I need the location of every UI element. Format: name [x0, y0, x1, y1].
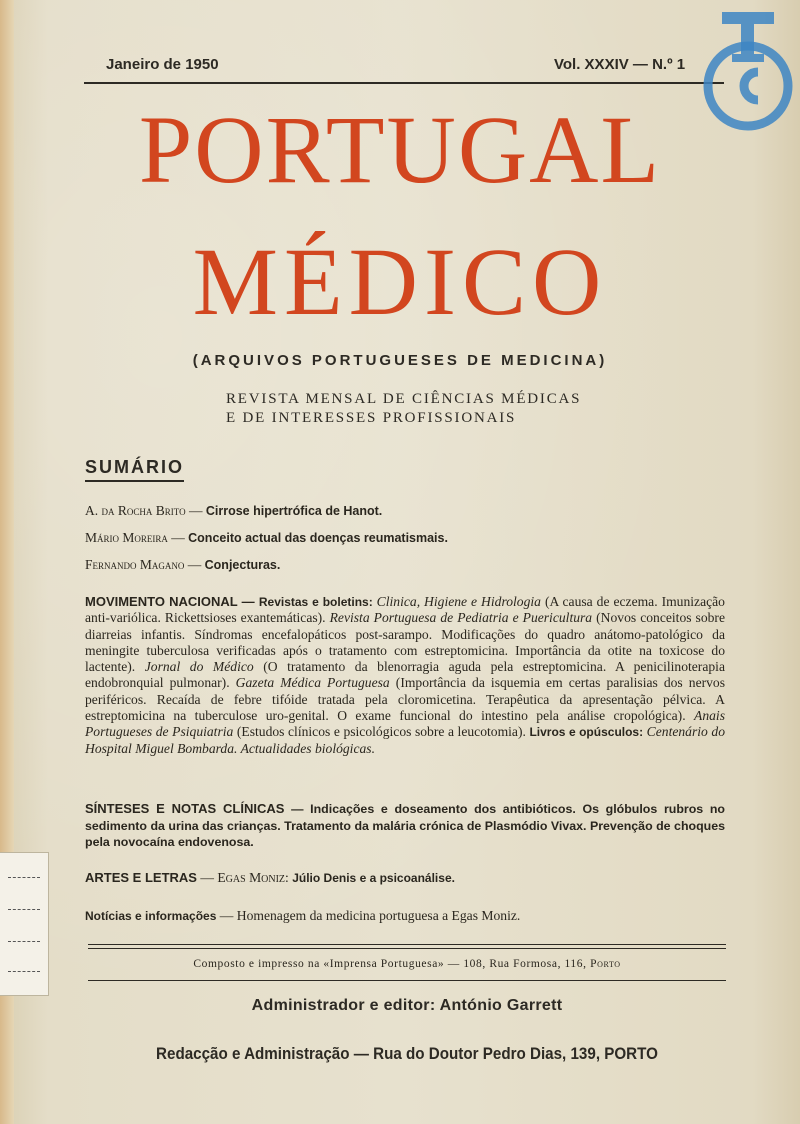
issue-date: Janeiro de 1950	[106, 56, 219, 73]
article-author: Mário Moreira	[85, 530, 168, 545]
issue-volume: Vol. XXXIV — N.º 1	[554, 56, 686, 73]
article-author: A. da Rocha Brito	[85, 503, 186, 518]
journal-contents: (A causa de eczema. Imunização anti-variólica. Rickettsioses exantemáticas).	[85, 594, 725, 626]
summary-article: Fernando Magano — Conjecturas.	[85, 557, 281, 572]
journal-name: Gazeta Médica Portuguesa	[235, 675, 390, 691]
journal-contents: (Importância da isquemia em certas paralisias dos nervos periféricos. Recaída de febre tifóide tratada pela cloromicetina. Terapêutica da apresentação pélvica. A estreptomicina na tuberculose uro-genital. O exame funcional do intestino pela análise cropológica).	[85, 675, 726, 724]
address-line: Redacção e Administração — Rua do Doutor Pedro Dias, 139, PORTO	[156, 1045, 658, 1063]
movimento-nacional-section: MOVIMENTO NACIONAL — Revistas e boletins: Clinica, Higiene e Hidrologia (A causa de eczema. Imunização anti-variólica. Rickettsioses exantemáticas). Revista Portuguesa de Pediatria e Puericultura (Novos conceitos sobre diarreias infantis. Síndromas encefalopáticos post-sarampo. Modificações do quadro anátomo-patológico da meningite tuberculosa verificadas após o tratamento com estreptomicina. Importância da otite na toxicose do lactente). Jornal do Médico (O tratamento da blenorragia aguda pela estreptomicina. A penicilinoterapia endobronquial pulmonar). Gazeta Médica Portuguesa (Importância da isquemia em certas paralisias dos nervos periféricos. Recaída de febre tifóide tratada pela cloromicetina. Terapêutica da apresentação pélvica. A estreptomicina na tuberculose uro-genital. O exame funcional do intestino pela análise cropológica). Anais Portugueses de Psiquiatria (Estudos clínicos e psicológicos sobre a leucotomia). Livros e opúsculos: Centenário do Hospital Miguel Bombarda. Actualidades biológicas.	[85, 594, 726, 756]
artes-section: ARTES E LETRAS — Egas Moniz: Júlio Denis e a psicoanálise.	[85, 870, 455, 885]
summary-article: Mário Moreira — Conceito actual das doenças reumatismais.	[85, 530, 448, 545]
section-text: Homenagem da medicina portuguesa a Egas Moniz.	[236, 908, 521, 923]
article-title: Conceito actual das doenças reumatismais.	[188, 531, 448, 545]
footer-rule	[88, 980, 726, 981]
journal-contents: (O tratamento da blenorragia aguda pela estreptomicina. A penicilinoterapia endobronquial pulmonar).	[85, 659, 725, 691]
masthead-title-line2: MÉDICO	[192, 228, 608, 335]
masthead-subtitle: (ARQUIVOS PORTUGUESES DE MEDICINA)	[192, 352, 608, 369]
section-heading: MOVIMENTO NACIONAL	[85, 594, 238, 609]
imprint-line	[88, 958, 726, 970]
article-title: Conjecturas.	[204, 558, 281, 572]
masthead-tagline	[226, 390, 646, 428]
administrator-line: Administrador e editor: António Garrett	[251, 997, 563, 1014]
header-rule	[84, 82, 724, 84]
journal-contents: (Novos conceitos sobre diarreias infantis. Síndromas encefalopáticos post-sarampo. Modificações do quadro anátomo-patológico da meningite tuberculosa verificadas após o tratamento com estreptomicina. Importância da otite na toxicose do lactente).	[85, 610, 725, 675]
section-subheading: Livros e opúsculos:	[529, 725, 644, 740]
summary-article: A. da Rocha Brito — Cirrose hipertrófica de Hanot.	[85, 503, 383, 518]
journal-name: Revista Portuguesa de Pediatria e Puericultura	[329, 610, 593, 626]
journal-contents: (Estudos clínicos e psicológicos sobre a leucotomia).	[236, 724, 526, 740]
sinteses-section: SÍNTESES E NOTAS CLÍNICAS — Indicações e doseamento dos antibióticos. Os glóbulos rubros no sedimento da urina das crianças. Tratamento da malária crónica de Plasmódio Vivax. Prevenção de choques pela novocaína endovenosa.	[85, 801, 725, 849]
imprint-city: Porto	[590, 958, 621, 970]
noticias-section: Notícias e informações — Homenagem da medicina portuguesa a Egas Moniz.	[85, 908, 521, 923]
tagline-line2: E DE INTERESSES PROFISSIONAIS	[226, 410, 517, 426]
section-heading: ARTES E LETRAS	[85, 870, 197, 885]
tagline-line1: REVISTA MENSAL DE CIÊNCIAS MÉDICAS	[226, 391, 582, 407]
article-author: Egas Moniz:	[217, 870, 289, 885]
article-title: Cirrose hipertrófica de Hanot.	[205, 504, 383, 518]
footer-rule	[88, 944, 726, 945]
masthead-title-line1: PORTUGAL	[138, 96, 662, 203]
imprint-text: Composto e impresso na «Imprensa Portuguesa» — 108, Rua Formosa, 116,	[193, 958, 587, 970]
section-heading: Notícias e informações	[85, 909, 217, 923]
section-heading: SÍNTESES E NOTAS CLÍNICAS	[85, 801, 285, 816]
section-text: Indicações e doseamento dos antibióticos. Os glóbulos rubros no sedimento da urina das crianças. Tratamento da malária crónica de Plasmódio Vivax. Prevenção de choques pela novocaína endovenosa.	[85, 802, 725, 849]
summary-heading: SUMÁRIO	[85, 457, 184, 482]
journal-name: Jornal do Médico	[144, 659, 254, 675]
footer-rule	[88, 948, 726, 949]
section-subheading: Revistas e boletins:	[258, 595, 373, 609]
journal-name: Centenário do Hospital Miguel Bombarda. Actualidades biológicas.	[85, 724, 725, 756]
article-author: Fernando Magano	[85, 557, 185, 572]
article-title: Júlio Denis e a psicoanálise.	[292, 871, 455, 885]
journal-name: Clinica, Higiene e Hidrologia	[376, 594, 541, 609]
journal-name: Anais Portugueses de Psiquiatria	[85, 708, 725, 740]
issue-header	[106, 56, 706, 78]
library-label	[0, 852, 49, 996]
